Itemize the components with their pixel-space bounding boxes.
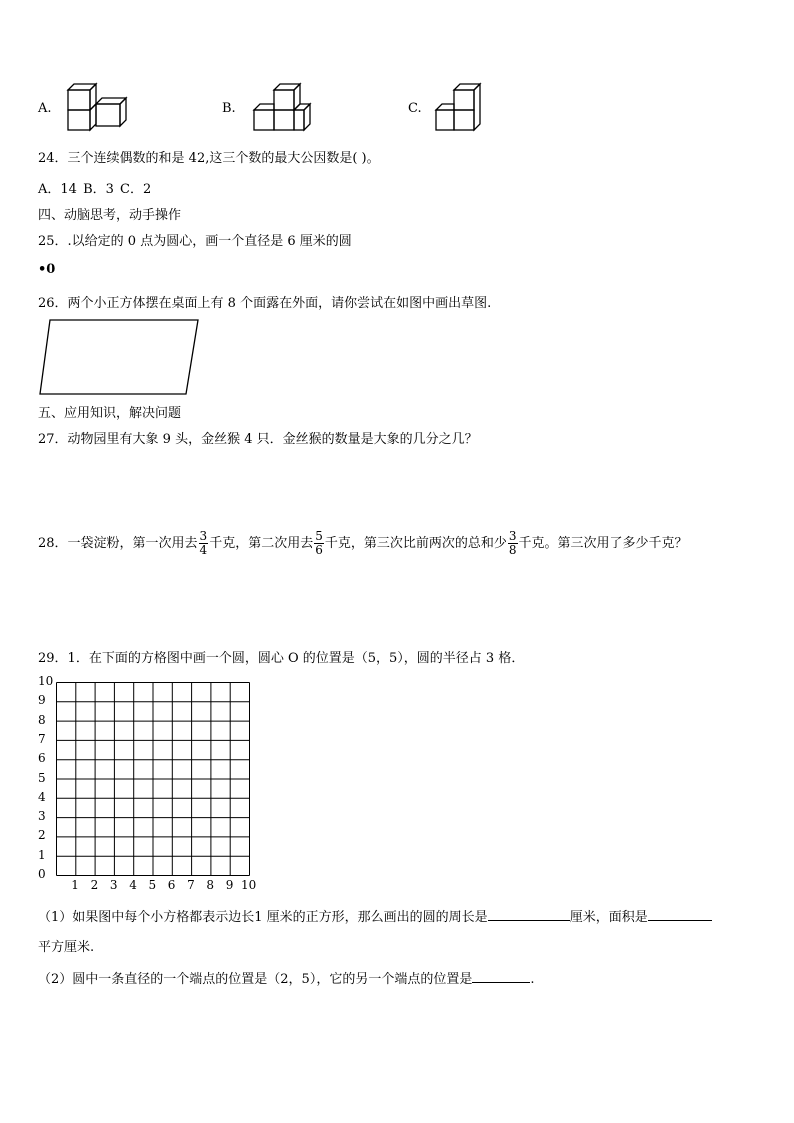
grid-y-label: 2 [38,828,46,843]
question-29-sub2 [38,968,534,987]
cube-figure-b [252,82,312,134]
section-4-heading: 四、动脑思考，动手操作 [38,208,182,223]
fraction-3-8: $\frac{3}{8}$ [508,529,517,557]
option-b-label: B. [222,101,236,116]
question-28 [38,530,688,558]
fraction-5-6: $\frac{5}{6}$ [315,529,323,557]
question-24: 24．三个连续偶数的和是 42,这三个数的最大公因数是( )。 [38,151,380,166]
cube-figure-a [66,82,128,132]
grid-x-label: 4 [129,878,137,892]
grid-y-label: 9 [38,693,46,708]
circumference-answer-blank[interactable] [488,906,570,921]
grid-x-label: 7 [187,878,195,892]
option-c-label: C. [408,101,422,116]
question-27: 27．动物园里有大象 9 头，金丝猴 4 只．金丝猴的数量是大象的几分之几？ [38,432,478,447]
section-5-heading: 五、应用知识，解决问题 [38,406,182,421]
grid-y-label: 5 [38,770,46,785]
center-point-label: •0 [38,262,56,277]
grid-y-label: 4 [38,789,46,804]
coordinate-grid [56,682,250,876]
fraction-3-4: $\frac{3}{4}$ [199,529,208,557]
table-surface-parallelogram [38,318,200,396]
grid-x-label: 8 [206,878,215,892]
question-25: 25．.以给定的 0 点为圆心，画一个直径是 6 厘米的圆 [38,234,352,249]
question-29-sub1 [38,906,712,925]
grid-y-label: 7 [38,731,46,746]
question-29-sub2-end: . [530,972,535,987]
grid-y-label: 1 [38,847,46,862]
question-29-sub1-text-b: 厘米，面积是 [569,910,648,925]
grid-y-label: 8 [38,712,46,727]
grid-x-label: 5 [148,878,157,892]
grid-x-label: 3 [109,878,118,892]
question-29-sub2-text: （2）圆中一条直径的一个端点的位置是（2，5），它的另一个端点的位置是 [38,972,473,987]
question-29-sub1-unit: 平方厘米. [38,940,95,955]
grid-x-label: 9 [225,878,234,892]
grid-x-label: 6 [167,878,176,892]
grid-x-label: 1 [71,878,79,892]
question-28-part1: 28．一袋淀粉，第一次用去 [38,536,198,551]
grid-x-label: 2 [90,878,99,892]
question-28-part3: 千克，第三次比前两次的总和少 [324,536,507,551]
cube-figure-c [434,82,484,134]
grid-y-label: 6 [38,751,46,766]
grid-y-label: 0 [38,867,46,881]
grid-y-label: 3 [38,809,46,824]
area-answer-blank[interactable] [648,906,712,921]
question-26: 26．两个小正方体摆在桌面上有 8 个面露在外面，请你尝试在如图中画出草图. [38,296,492,311]
endpoint-answer-blank[interactable] [472,968,530,983]
question-29: 29．1．在下面的方格图中画一个圆，圆心 O 的位置是（5，5），圆的半径占 3 格． [38,651,525,666]
grid-x-label: 10 [241,878,257,892]
question-24-options: A．14 B．3 C．2 [38,182,152,197]
grid-y-label: 10 [38,674,54,688]
option-a-label: A. [38,101,52,116]
question-28-part4: 千克。第三次用了多少千克？ [518,536,688,551]
question-29-sub1-text-a: （1）如果图中每个小方格都表示边长1 厘米的正方形，那么画出的圆的周长是 [38,910,488,925]
question-28-part2: 千克，第二次用去 [209,536,314,551]
